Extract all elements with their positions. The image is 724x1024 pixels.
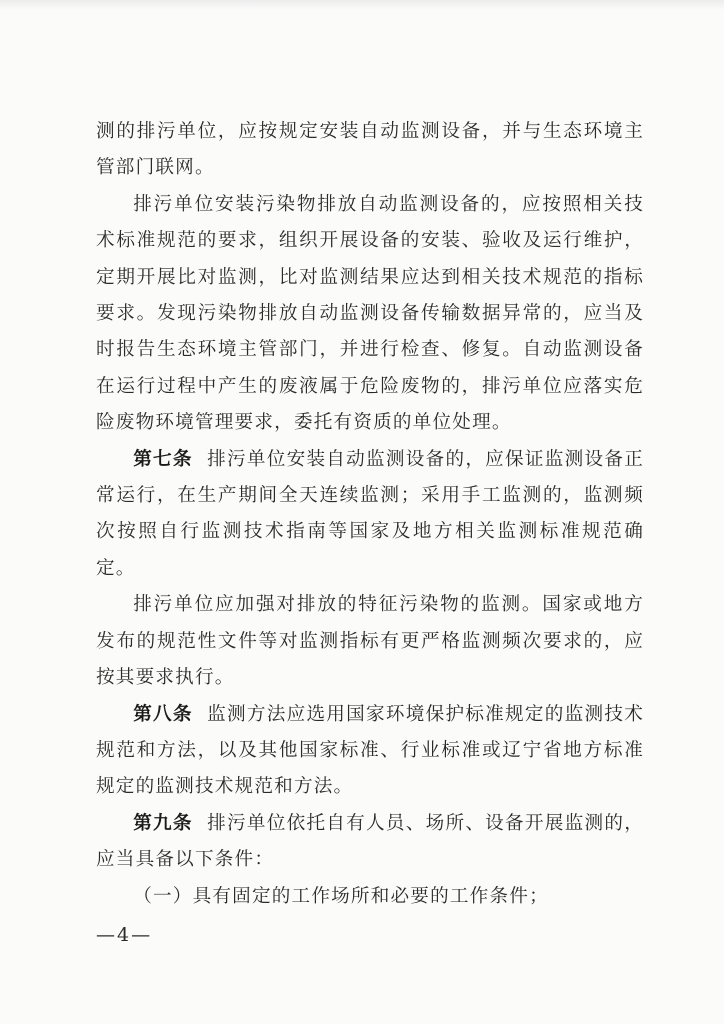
paragraph-text: 排污单位应加强对排放的特征污染物的监测。国家或地方发布的规范性文件等对监测指标有更严格监测频次要求的，应按其要求执行。: [96, 594, 644, 689]
page-number: —4—: [96, 924, 153, 946]
article-9: [96, 806, 644, 879]
paragraph-2: [96, 187, 644, 442]
document-body: [96, 114, 644, 915]
article-8: [96, 697, 644, 806]
paragraph-text: 排污单位安装污染物排放自动监测设备的，应按照相关技术标准规范的要求，组织开展设备的安装、验收及运行维护，定期开展比对监测，比对监测结果应达到相关技术规范的指标要求。发现污染物排放自动监测设备传输数据异常的，应当及时报告生态环境主管部门，并进行检查、修复。自动监测设备在运行过程中产生的废液属于危险废物的，排污单位应落实危险废物环境管理要求，委托有资质的单位处理。: [96, 193, 644, 434]
paragraph-text: 排污单位安装自动监测设备的，应保证监测设备正常运行，在生产期间全天连续监测；采用手工监测的，监测频次按照自行监测技术指南等国家及地方相关监测标准规范确定。: [96, 448, 644, 579]
paragraph-4: [96, 587, 644, 696]
paragraph-1: [96, 114, 644, 187]
article-7: [96, 442, 644, 588]
paragraph-text: （一）具有固定的工作场所和必要的工作条件；: [133, 885, 549, 907]
article-number: 第九条: [133, 812, 193, 834]
paragraph-text: 监测方法应选用国家环境保护标准规定的监测技术规范和方法，以及其他国家标准、行业标准或辽宁省地方标准规定的监测技术规范和方法。: [96, 703, 644, 798]
article-number: 第八条: [133, 703, 193, 725]
list-item-1: [96, 879, 644, 915]
scan-edge: [0, 0, 724, 10]
article-number: 第七条: [133, 448, 193, 470]
paragraph-text: 测的排污单位，应按规定安装自动监测设备，并与生态环境主管部门联网。: [96, 121, 644, 179]
paragraph-text: 排污单位依托自有人员、场所、设备开展监测的，应当具备以下条件：: [96, 812, 644, 871]
